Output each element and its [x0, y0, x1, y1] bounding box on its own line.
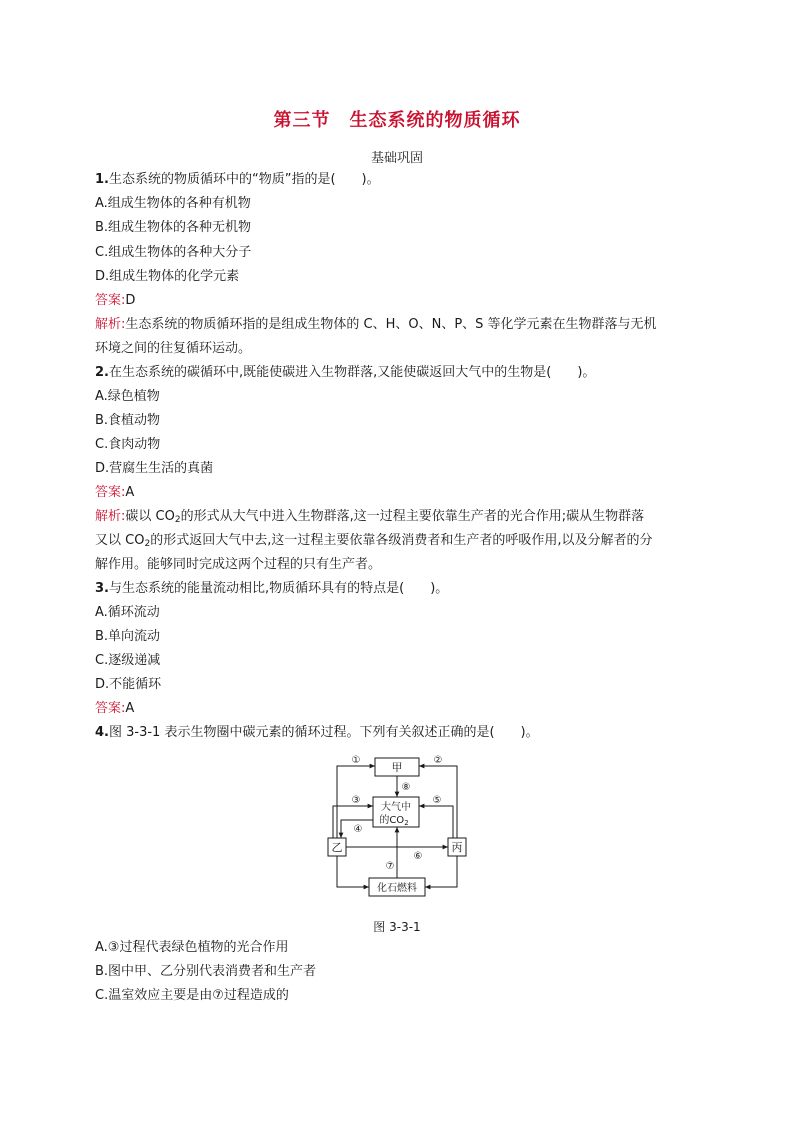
question-1-analysis-line-1: 解析:生态系统的物质循环指的是组成生物体的 C、H、O、N、P、S 等化学元素在生物群落与无机	[95, 317, 657, 332]
question-2-analysis-line-1: 解析:碳以 $CO_2$的形式从大气中进入生物群落,这一过程主要依靠生产者的光合作用;碳从生物群落	[95, 509, 645, 525]
question-2-option-d: D.营腐生生活的真菌	[95, 461, 214, 476]
question-2-stem: 2.在生态系统的碳循环中,既能使碳进入生物群落,又能使碳返回大气中的生物是( )。	[95, 365, 596, 380]
section-title: 第三节 生态系统的物质循环	[273, 110, 521, 131]
question-1-stem: 1.生态系统的物质循环中的“物质”指的是( )。	[95, 172, 380, 187]
question-1-option-d: D.组成生物体的化学元素	[95, 269, 240, 284]
question-1-analysis-line-2: 环境之间的往复循环运动。	[95, 341, 252, 356]
arrow-5-label: ⑤	[432, 795, 442, 806]
arrow-6-label: ⑥	[413, 851, 423, 862]
arrow-bing-to-fuel	[425, 856, 457, 887]
arrow-5	[419, 806, 453, 838]
node-yi-label: 乙	[331, 841, 343, 854]
arrow-3-label: ③	[351, 795, 361, 806]
question-1-option-a: A.组成生物体的各种有机物	[95, 196, 251, 211]
question-1-option-b: B.组成生物体的各种无机物	[95, 220, 252, 235]
node-co2-label-line-2: 的$CO_2$	[379, 815, 409, 827]
question-3-option-c: C.逐级递减	[95, 653, 161, 668]
node-fuel-label: 化石燃料	[377, 883, 417, 894]
question-2-option-a: A.绿色植物	[95, 389, 160, 404]
question-2-analysis-line-3: 解作用。能够同时完成这两个过程的只有生产者。	[95, 557, 382, 572]
question-4-option-b: B.图中甲、乙分别代表消费者和生产者	[95, 964, 317, 979]
question-2-option-b: B.食植动物	[95, 413, 161, 428]
arrow-yi-to-fuel	[337, 856, 369, 887]
question-4-option-a: A.③过程代表绿色植物的光合作用	[95, 940, 289, 955]
section-subtitle: 基础巩固	[370, 151, 423, 166]
arrow-8-label: ⑧	[401, 782, 411, 793]
question-4-option-c: C.温室效应主要是由⑦过程造成的	[95, 988, 289, 1003]
node-co2-label-line-1: 大气中	[381, 802, 411, 813]
arrow-2-label: ②	[433, 755, 443, 766]
node-bing-label: 丙	[451, 841, 463, 854]
question-2-option-c: C.食肉动物	[95, 437, 161, 452]
question-1-option-c: C.组成生物体的各种大分子	[95, 245, 252, 260]
question-3-option-d: D.不能循环	[95, 677, 162, 692]
question-1-answer: 答案:D	[95, 293, 136, 308]
arrow-7-label: ⑦	[385, 861, 395, 872]
node-jia-label: 甲	[391, 761, 403, 774]
question-2-analysis-line-2: 又以 $CO_2$的形式返回大气中去,这一过程主要依靠各级消费者和生产者的呼吸作用,以及分解者的分	[95, 533, 653, 549]
question-3-option-b: B.单向流动	[95, 629, 161, 644]
carbon-cycle-diagram	[318, 752, 478, 902]
arrow-1-label: ①	[351, 755, 361, 766]
arrow-4-label: ④	[353, 824, 363, 835]
question-4-stem: 4.图 3-3-1 表示生物圈中碳元素的循环过程。下列有关叙述正确的是( )。	[95, 725, 539, 740]
question-3-option-a: A.循环流动	[95, 605, 160, 620]
question-3-stem: 3.与生态系统的能量流动相比,物质循环具有的特点是( )。	[95, 581, 449, 596]
figure-caption: 图 3-3-1	[373, 920, 421, 934]
question-2-answer: 答案:A	[95, 485, 135, 500]
question-3-answer: 答案:A	[95, 701, 135, 716]
